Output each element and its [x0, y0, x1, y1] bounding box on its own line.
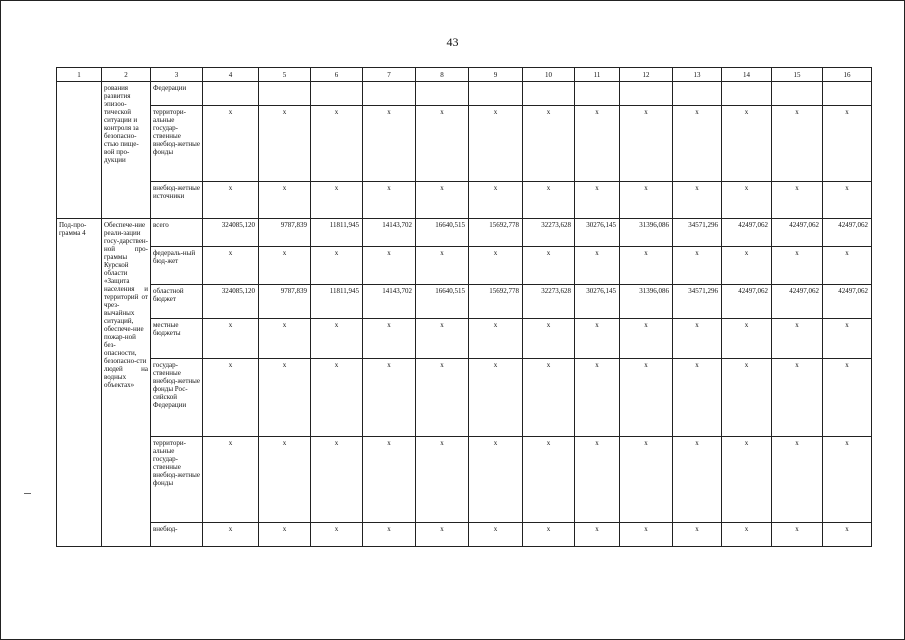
funding-source-cell: всего [151, 219, 203, 247]
value-cell: х [469, 523, 523, 547]
value-cell: х [772, 106, 823, 182]
value-cell: х [620, 319, 673, 359]
value-cell: х [673, 523, 722, 547]
header-cell: 3 [151, 68, 203, 82]
value-cell: х [575, 359, 620, 437]
value-cell: х [620, 359, 673, 437]
value-cell [469, 82, 523, 106]
value-cell [722, 82, 772, 106]
program-name-cell: рования развития эпизоо-тической ситуации и контроля за безопасно-стью пище-вой про-дукции [102, 82, 151, 219]
value-cell: 11811,945 [311, 285, 363, 319]
value-cell: х [823, 437, 872, 523]
table-row [57, 523, 872, 547]
funding-source-cell: Федерации [151, 82, 203, 106]
header-cell: 6 [311, 68, 363, 82]
value-cell: 42497,062 [722, 285, 772, 319]
value-cell: х [575, 106, 620, 182]
value-cell: х [823, 523, 872, 547]
value-cell: х [620, 523, 673, 547]
table-row [57, 247, 872, 285]
value-cell: 9787,839 [259, 219, 311, 247]
value-cell: х [469, 182, 523, 219]
value-cell: х [259, 247, 311, 285]
value-cell: 14143,702 [363, 219, 416, 247]
value-cell: х [772, 247, 823, 285]
value-cell: х [772, 182, 823, 219]
value-cell: х [469, 247, 523, 285]
budget-table [56, 67, 872, 547]
value-cell: х [823, 182, 872, 219]
value-cell: 30276,145 [575, 285, 620, 319]
program-type-cell: Под-про-грамма 4 [57, 219, 102, 547]
header-cell: 13 [673, 68, 722, 82]
value-cell: х [203, 182, 259, 219]
value-cell: х [772, 359, 823, 437]
value-cell: х [363, 523, 416, 547]
value-cell: х [259, 182, 311, 219]
value-cell: х [620, 182, 673, 219]
value-cell: х [203, 359, 259, 437]
value-cell: х [673, 359, 722, 437]
value-cell: х [416, 106, 469, 182]
value-cell: х [575, 182, 620, 219]
value-cell [523, 82, 575, 106]
value-cell: х [523, 523, 575, 547]
value-cell: х [469, 359, 523, 437]
value-cell: х [203, 523, 259, 547]
header-cell: 7 [363, 68, 416, 82]
value-cell: 34571,296 [673, 285, 722, 319]
header-cell: 8 [416, 68, 469, 82]
value-cell [203, 82, 259, 106]
value-cell [259, 82, 311, 106]
funding-source-cell: федераль-ный бюд-жет [151, 247, 203, 285]
page-number: 43 [446, 35, 459, 49]
program-name-cell: Обеспече-ние реали-зации госу-дарствен-ной про-граммы Курской области «Защита населения и территорий от чрез-вычайных ситуаций, обеспече-ние пожар-ной без-опасности, безопасно-сти людей на водных объектах» [102, 219, 151, 547]
funding-source-cell: областной бюджет [151, 285, 203, 319]
value-cell: х [363, 182, 416, 219]
value-cell: 324085,120 [203, 285, 259, 319]
value-cell: 31396,086 [620, 285, 673, 319]
value-cell: х [823, 247, 872, 285]
header-row [57, 68, 872, 82]
value-cell: 15692,778 [469, 285, 523, 319]
value-cell: х [469, 106, 523, 182]
value-cell: х [259, 437, 311, 523]
value-cell: х [416, 437, 469, 523]
value-cell: х [722, 319, 772, 359]
table-row [57, 319, 872, 359]
funding-source-cell: внебюд-жетные источники [151, 182, 203, 219]
header-cell: 5 [259, 68, 311, 82]
value-cell: 32273,628 [523, 219, 575, 247]
value-cell: х [311, 247, 363, 285]
value-cell: 30276,145 [575, 219, 620, 247]
value-cell: х [823, 106, 872, 182]
value-cell: х [673, 437, 722, 523]
value-cell: 42497,062 [772, 219, 823, 247]
value-cell: х [673, 319, 722, 359]
value-cell: х [259, 523, 311, 547]
value-cell: х [620, 247, 673, 285]
value-cell: х [523, 106, 575, 182]
value-cell [673, 82, 722, 106]
value-cell: х [469, 319, 523, 359]
table-row [57, 285, 872, 319]
value-cell: х [772, 523, 823, 547]
header-cell: 2 [102, 68, 151, 82]
value-cell: х [823, 359, 872, 437]
header-cell: 10 [523, 68, 575, 82]
value-cell: х [311, 523, 363, 547]
value-cell: х [722, 182, 772, 219]
value-cell: х [772, 319, 823, 359]
value-cell: 16640,515 [416, 219, 469, 247]
header-cell: 11 [575, 68, 620, 82]
value-cell: х [203, 106, 259, 182]
value-cell [823, 82, 872, 106]
value-cell: х [311, 437, 363, 523]
value-cell: х [620, 106, 673, 182]
header-cell: 9 [469, 68, 523, 82]
value-cell: х [673, 247, 722, 285]
value-cell: х [523, 437, 575, 523]
value-cell: х [259, 106, 311, 182]
table-row [57, 219, 872, 247]
value-cell: х [523, 182, 575, 219]
value-cell: 16640,515 [416, 285, 469, 319]
value-cell: х [823, 319, 872, 359]
value-cell: х [673, 182, 722, 219]
value-cell: х [416, 359, 469, 437]
value-cell: х [416, 319, 469, 359]
margin-mark [24, 493, 31, 494]
value-cell: х [575, 523, 620, 547]
funding-source-cell: территори-альные государ-ственные внебюд-жетные фонды [151, 106, 203, 182]
value-cell: х [416, 182, 469, 219]
value-cell: х [311, 182, 363, 219]
value-cell: х [311, 359, 363, 437]
value-cell: 42497,062 [823, 219, 872, 247]
value-cell [772, 82, 823, 106]
value-cell: х [575, 247, 620, 285]
table-row [57, 82, 872, 106]
value-cell: х [575, 319, 620, 359]
table-row [57, 182, 872, 219]
value-cell: х [363, 437, 416, 523]
value-cell: 9787,839 [259, 285, 311, 319]
value-cell: 42497,062 [772, 285, 823, 319]
value-cell: х [523, 247, 575, 285]
value-cell: 32273,628 [523, 285, 575, 319]
value-cell [311, 82, 363, 106]
value-cell [620, 82, 673, 106]
value-cell: х [363, 247, 416, 285]
value-cell: х [363, 106, 416, 182]
value-cell: х [416, 523, 469, 547]
value-cell [416, 82, 469, 106]
value-cell: 324085,120 [203, 219, 259, 247]
value-cell: х [722, 247, 772, 285]
value-cell: х [203, 437, 259, 523]
value-cell: х [575, 437, 620, 523]
funding-source-cell: местные бюджеты [151, 319, 203, 359]
value-cell: х [523, 359, 575, 437]
value-cell: х [363, 319, 416, 359]
value-cell: х [673, 106, 722, 182]
value-cell: х [363, 359, 416, 437]
table-row [57, 437, 872, 523]
value-cell: х [259, 319, 311, 359]
value-cell: х [311, 319, 363, 359]
table-row [57, 359, 872, 437]
value-cell: х [772, 437, 823, 523]
table-row [57, 106, 872, 182]
value-cell: х [523, 319, 575, 359]
funding-source-cell: внебюд- [151, 523, 203, 547]
header-cell: 16 [823, 68, 872, 82]
value-cell: 14143,702 [363, 285, 416, 319]
value-cell: х [259, 359, 311, 437]
value-cell: 15692,778 [469, 219, 523, 247]
header-cell: 4 [203, 68, 259, 82]
value-cell: х [722, 106, 772, 182]
header-cell: 1 [57, 68, 102, 82]
value-cell: х [722, 523, 772, 547]
program-type-cell [57, 82, 102, 219]
value-cell: х [203, 247, 259, 285]
value-cell: х [469, 437, 523, 523]
value-cell: 31396,086 [620, 219, 673, 247]
value-cell: х [722, 437, 772, 523]
value-cell [363, 82, 416, 106]
header-cell: 15 [772, 68, 823, 82]
value-cell: 34571,296 [673, 219, 722, 247]
header-cell: 12 [620, 68, 673, 82]
value-cell: 11811,945 [311, 219, 363, 247]
value-cell: 42497,062 [722, 219, 772, 247]
header-cell: 14 [722, 68, 772, 82]
value-cell: х [311, 106, 363, 182]
value-cell: х [416, 247, 469, 285]
value-cell: х [722, 359, 772, 437]
value-cell: х [203, 319, 259, 359]
value-cell [575, 82, 620, 106]
value-cell: 42497,062 [823, 285, 872, 319]
funding-source-cell: территори-альные государ-ственные внебюд-жетные фонды [151, 437, 203, 523]
funding-source-cell: государ-ственные внебюд-жетные фонды Рос-сийской Федерации [151, 359, 203, 437]
value-cell: х [620, 437, 673, 523]
